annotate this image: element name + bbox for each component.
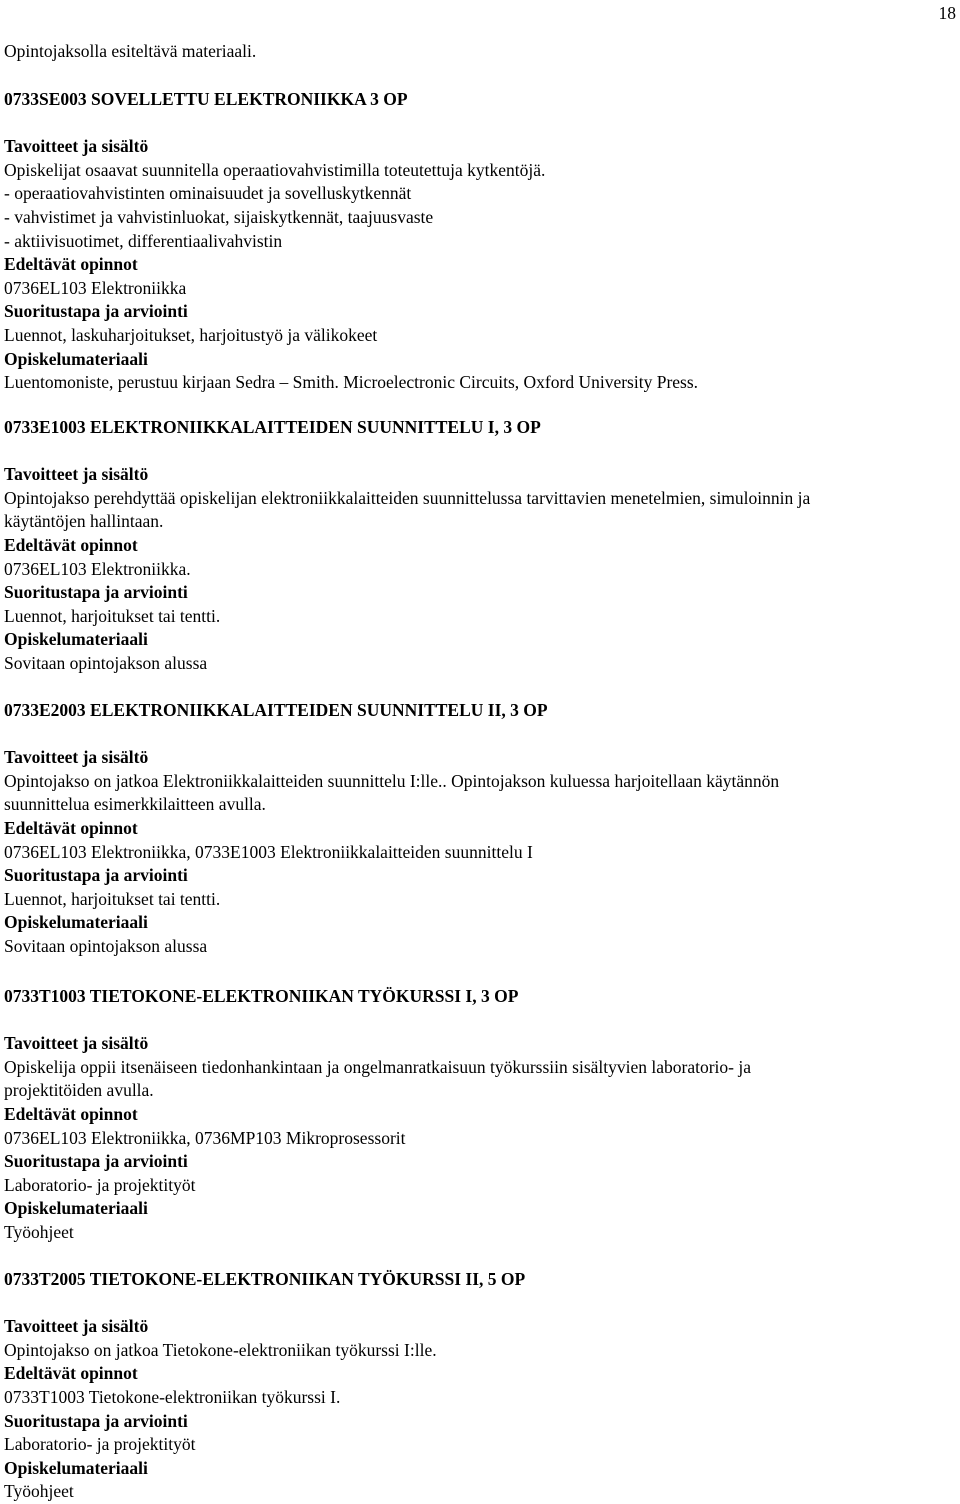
method-value: Luennot, harjoitukset tai tentti. [4,888,221,909]
material-label: Opiskelumateriaali [4,1457,148,1478]
goals-line: - vahvistimet ja vahvistinluokat, sijaiskytkennät, taajuusvaste [4,206,434,227]
method-value: Laboratorio- ja projektityöt [4,1174,196,1195]
prereq-label: Edeltävät opinnot [4,1363,138,1384]
material-value: Työohjeet [4,1221,74,1242]
course-title: 0733E2003 ELEKTRONIIKKALAITTEIDEN SUUNNITTELU II, 3 OP [4,700,548,720]
course-block [4,88,954,395]
prereq-value: 0736EL103 Elektroniikka, 0736MP103 Mikroprosessorit [4,1127,406,1148]
goals-line: - aktiivisuotimet, differentiaalivahvistin [4,230,283,251]
method-label: Suoritustapa ja arviointi [4,1410,188,1431]
material-label: Opiskelumateriaali [4,912,148,933]
goals-line: projektitöiden avulla. [4,1080,154,1101]
intro-text: Opintojaksolla esiteltävä materiaali. [4,41,257,61]
material-label: Opiskelumateriaali [4,629,148,650]
goals-label: Tavoitteet ja sisältö [4,136,149,157]
material-label: Opiskelumateriaali [4,1198,148,1219]
goals-line: Opiskelija oppii itsenäiseen tiedonhankintaan ja ongelmanratkaisuun työkurssiin sisältyvien laboratorio- ja [4,1056,751,1077]
goals-line: Opintojakso on jatkoa Tietokone-elektroniikan työkurssi I:lle. [4,1339,437,1360]
prereq-value: 0736EL103 Elektroniikka. [4,558,191,579]
prereq-label: Edeltävät opinnot [4,254,138,275]
course-block [4,985,954,1245]
goals-line: Opintojakso on jatkoa Elektroniikkalaitteiden suunnittelu I:lle.. Opintojakson kuluessa harjoitellaan käytännön [4,770,780,791]
method-label: Suoritustapa ja arviointi [4,1151,188,1172]
method-value: Laboratorio- ja projektityöt [4,1434,196,1455]
method-label: Suoritustapa ja arviointi [4,865,188,886]
page-number: 18 [938,3,956,23]
prereq-label: Edeltävät opinnot [4,817,138,838]
goals-line: käytäntöjen hallintaan. [4,511,164,532]
method-label: Suoritustapa ja arviointi [4,301,188,322]
prereq-value: 0733T1003 Tietokone-elektroniikan työkurssi I. [4,1386,341,1407]
course-block [4,416,954,676]
goals-label: Tavoitteet ja sisältö [4,1316,149,1337]
course-title: 0733E1003 ELEKTRONIIKKALAITTEIDEN SUUNNITTELU I, 3 OP [4,417,541,437]
goals-line: Opiskelijat osaavat suunnitella operaatiovahvistimilla toteutettuja kytkentöjä. [4,159,546,180]
prereq-value: 0736EL103 Elektroniikka, 0733E1003 Elektroniikkalaitteiden suunnittelu I [4,841,533,862]
course-block [4,699,954,959]
material-value: Sovitaan opintojakson alussa [4,652,208,673]
prereq-label: Edeltävät opinnot [4,1103,138,1124]
course-title: 0733SE003 SOVELLETTU ELEKTRONIIKKA 3 OP [4,89,408,109]
course-title: 0733T1003 TIETOKONE-ELEKTRONIIKAN TYÖKURSSI I, 3 OP [4,986,519,1006]
method-value: Luennot, harjoitukset tai tentti. [4,605,221,626]
goals-label: Tavoitteet ja sisältö [4,747,149,768]
material-value: Luentomoniste, perustuu kirjaan Sedra – Smith. Microelectronic Circuits, Oxford University Press. [4,372,699,393]
prereq-value: 0736EL103 Elektroniikka [4,277,187,298]
material-value: Työohjeet [4,1481,74,1502]
material-value: Sovitaan opintojakson alussa [4,935,208,956]
goals-line: - operaatiovahvistinten ominaisuudet ja sovelluskytkennät [4,183,412,204]
goals-line: Opintojakso perehdyttää opiskelijan elektroniikkalaitteiden suunnittelussa tarvittavien menetelmien, simuloinnin ja [4,487,811,508]
prereq-label: Edeltävät opinnot [4,534,138,555]
goals-line: suunnittelua esimerkkilaitteen avulla. [4,794,266,815]
method-value: Luennot, laskuharjoitukset, harjoitustyö ja välikokeet [4,324,378,345]
goals-label: Tavoitteet ja sisältö [4,1033,149,1054]
method-label: Suoritustapa ja arviointi [4,582,188,603]
goals-label: Tavoitteet ja sisältö [4,464,149,485]
material-label: Opiskelumateriaali [4,348,148,369]
course-block [4,1268,954,1504]
course-title: 0733T2005 TIETOKONE-ELEKTRONIIKAN TYÖKURSSI II, 5 OP [4,1269,526,1289]
